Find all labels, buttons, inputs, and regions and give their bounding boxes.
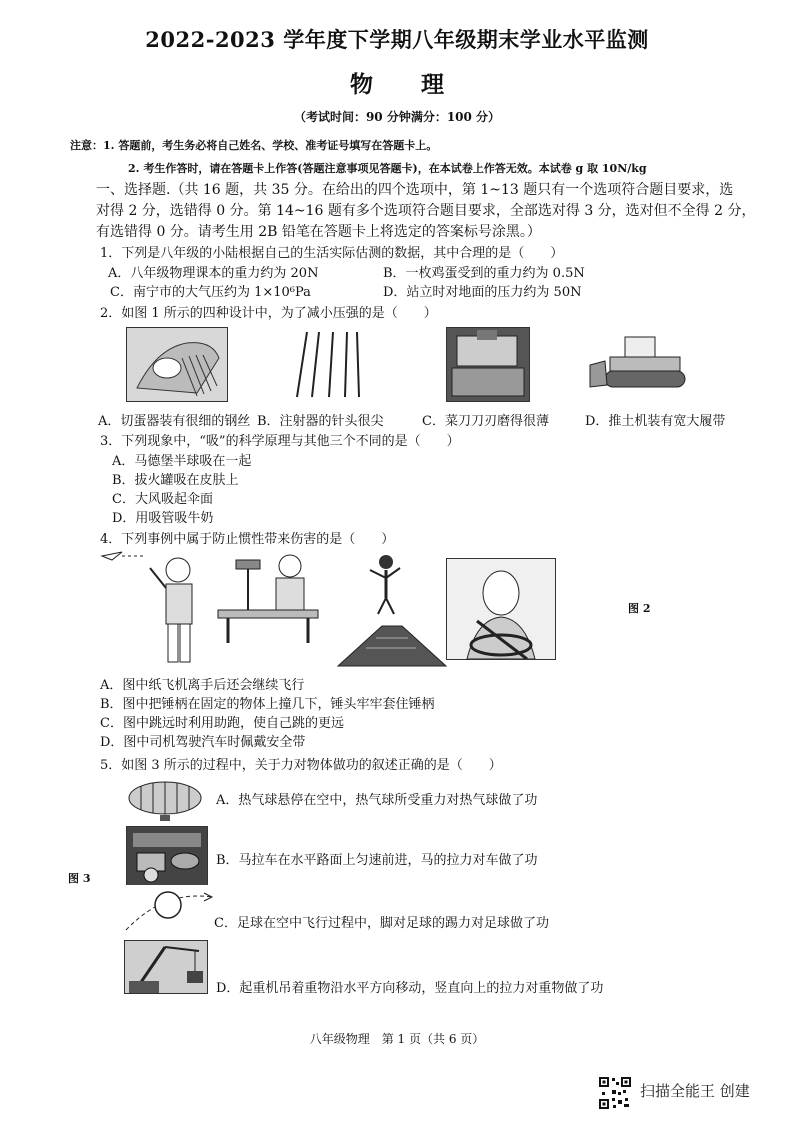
bulldozer-image: [585, 327, 690, 392]
section1-line2: 对得 2 分，选错得 0 分。第 14~16 题有多个选项符合题目要求，全部选对得 3 分，选对但不全得 2 分，: [96, 203, 756, 219]
q5-option-a: A．热气球悬停在空中，热气球所受重力对热气球做了功: [216, 793, 538, 808]
syringe-image: [287, 327, 367, 400]
kitchen-knife-image: [446, 327, 530, 402]
egg-slicer-image: [126, 327, 228, 402]
notice-2: 2. 考生作答时，请在答题卡上作答(答题注意事项见答题卡)，在本试卷上作答无效。本试卷 g 取 10N/kg: [128, 162, 647, 175]
exam-title: 2022-2023 学年度下学期八年级期末学业水平监测: [145, 27, 649, 52]
notice-1: 注意：1. 答题前，考生务必将自己姓名、学校、准考证号填写在答题卡上。: [70, 139, 438, 152]
hot-air-balloon-image: [126, 780, 204, 822]
exam-timing: （考试时间：90 分钟满分：100 分）: [293, 110, 501, 124]
q5-option-c: C．足球在空中飞行过程中，脚对足球的踢力对足球做了功: [214, 916, 549, 931]
qr-code-icon: [598, 1076, 632, 1110]
crane-image: [124, 940, 208, 994]
section1-line3: 有选错得 0 分。请考生用 2B 铅笔在答题卡上将选定的答案标号涂黑。）: [96, 224, 541, 240]
q3-option-d: D．用吸管吸牛奶: [112, 511, 214, 526]
q1-option-b: B．一枚鸡蛋受到的重力约为 0.5N: [383, 266, 585, 281]
q3-option-c: C．大风吸起伞面: [112, 492, 213, 507]
q2-option-c: C．菜刀刀刃磨得很薄: [422, 414, 549, 429]
q5-option-d: D．起重机吊着重物沿水平方向移动，竖直向上的拉力对重物做了功: [216, 981, 604, 996]
q4-option-c: C．图中跳远时利用助跑，使自己跳的更远: [100, 716, 344, 731]
hammer-image: [208, 548, 326, 648]
q1-stem: 1．下列是八年级的小陆根据自己的生活实际估测的数据，其中合理的是（ ）: [100, 246, 564, 261]
q4-option-b: B．图中把锤柄在固定的物体上撞几下，锤头牢牢套住锤柄: [100, 697, 435, 712]
q4-stem: 4．下列事例中属于防止惯性带来伤害的是（ ）: [100, 532, 395, 547]
scanner-watermark: 扫描全能王 创建: [640, 1082, 750, 1100]
q5-stem: 5．如图 3 所示的过程中，关于力对物体做功的叙述正确的是（ ）: [100, 758, 502, 773]
q3-option-b: B．拔火罐吸在皮肤上: [112, 473, 239, 488]
q2-option-d: D．推土机装有宽大履带: [585, 414, 726, 429]
q1-option-a: A．八年级物理课本的重力约为 20N: [108, 266, 319, 281]
section1-line1: 一、选择题.（共 16 题，共 35 分。在给出的四个选项中，第 1~13 题只有一个选项符合题目要求，选: [96, 182, 734, 198]
figure-3-label: 图 3: [68, 872, 91, 885]
q4-option-d: D．图中司机驾驶汽车时佩戴安全带: [100, 735, 306, 750]
q1-option-d: D．站立时对地面的压力约为 50N: [383, 285, 582, 300]
long-jump-image: [336, 548, 448, 668]
q2-option-b: B．注射器的针头很尖: [257, 414, 384, 429]
paper-plane-image: [100, 548, 218, 668]
page-footer: 八年级物理 第 1 页（共 6 页）: [309, 1032, 485, 1046]
q2-option-a: A．切蛋器装有很细的钢丝: [98, 414, 251, 429]
q4-option-a: A．图中纸飞机离手后还会继续飞行: [100, 678, 305, 693]
figure-2-label: 图 2: [628, 602, 651, 615]
q3-stem: 3．下列现象中，“吸”的科学原理与其他三个不同的是（ ）: [100, 434, 460, 449]
soccer-ball-image: [124, 885, 214, 935]
q3-option-a: A．马德堡半球吸在一起: [112, 454, 252, 469]
subject-title: 物理: [350, 71, 492, 98]
q2-stem: 2．如图 1 所示的四种设计中，为了减小压强的是（ ）: [100, 306, 437, 321]
q1-option-c: C．南宁市的大气压约为 1×10⁶Pa: [110, 285, 311, 300]
driver-seatbelt-image: [446, 558, 556, 660]
horse-cart-image: [126, 826, 208, 886]
q5-option-b: B．马拉车在水平路面上匀速前进，马的拉力对车做了功: [216, 853, 538, 868]
